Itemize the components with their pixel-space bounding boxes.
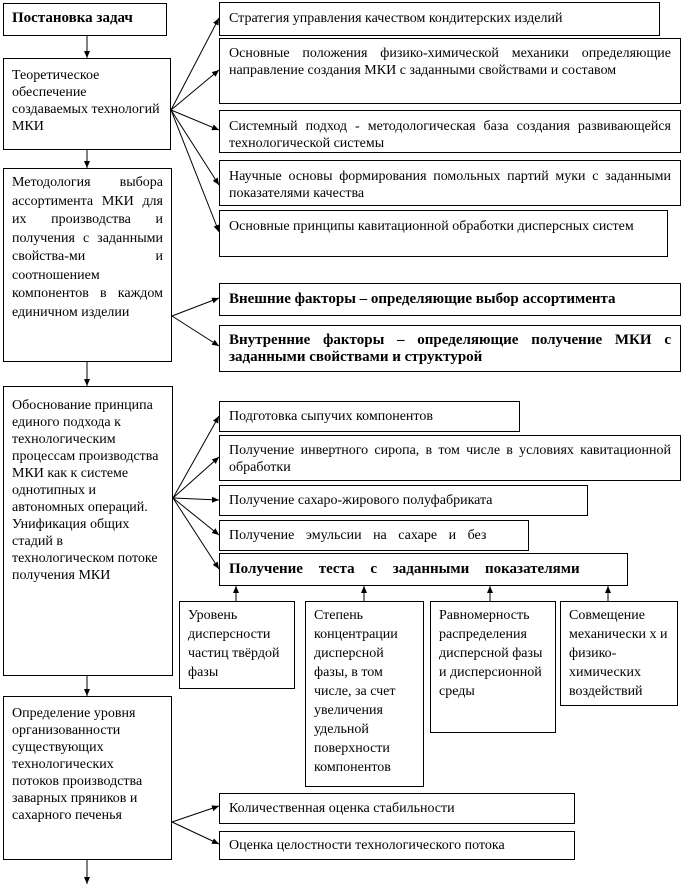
cavitation-box: Основные принципы кавитационной обработки дисперсных систем: [219, 210, 668, 257]
methodology-box: Методология выбора ассортимента МКИ для их производства и получения с заданными свойства-ми и соотношением компонентов в каждом единичном изделии: [3, 168, 172, 362]
syrup-box: Получение инвертного сиропа, в том числе в условиях кавитационной обработки: [219, 435, 681, 481]
dough-box: Получение теста с заданными показателями: [219, 553, 628, 586]
system-box: Системный подход - методологическая база создания развивающейся технологической системы: [219, 110, 681, 153]
sugarfat-box: Получение сахаро-жирового полуфабриката: [219, 485, 588, 516]
definition-box: Определение уровня организованности существующих технологических потоков производства заварных пряников и сахарного печенья: [3, 696, 172, 860]
justification-box: Обоснование принципа единого подхода к технологическим процессам производства МКИ как к системе однотипных и автономных операций. Унификация общих стадий в технологическом потоке получения МКИ: [3, 386, 173, 676]
external-factors-box: Внешние факторы – определяющие выбор ассортимента: [219, 283, 681, 316]
scientific-box: Научные основы формирования помольных партий муки с заданными показателями качества: [219, 160, 681, 206]
integrity-box: Оценка целостности технологического потока: [219, 831, 575, 860]
factor-combination-box: Совмещение механически х и физико-химических воздействий: [560, 601, 678, 706]
quant-box: Количественная оценка стабильности: [219, 793, 575, 824]
prep-box: Подготовка сыпучих компонентов: [219, 401, 520, 432]
theory-box: Теоретическое обеспечение создаваемых технологий МКИ: [3, 58, 171, 150]
header-box: Постановка задач: [3, 3, 167, 36]
emulsion-box: Получение эмульсии на сахаре и без: [219, 520, 529, 551]
strategy-box: Стратегия управления качеством кондитерских изделий: [219, 2, 660, 36]
internal-factors-box: Внутренние факторы – определяющие получение МКИ с заданными свойствами и структурой: [219, 325, 681, 372]
factor-concentration-box: Степень концентрации дисперсной фазы, в том числе, за счет увеличения удельной поверхности компонентов: [305, 601, 424, 787]
physchem-box: Основные положения физико-химической механики определяющие направление создания МКИ с заданными свойствами и составом: [219, 38, 681, 104]
factor-dispersity-box: Уровень дисперсности частиц твёрдой фазы: [179, 601, 295, 689]
factor-distribution-box: Равномерность распределения дисперсной фазы и дисперсионной среды: [430, 601, 556, 733]
